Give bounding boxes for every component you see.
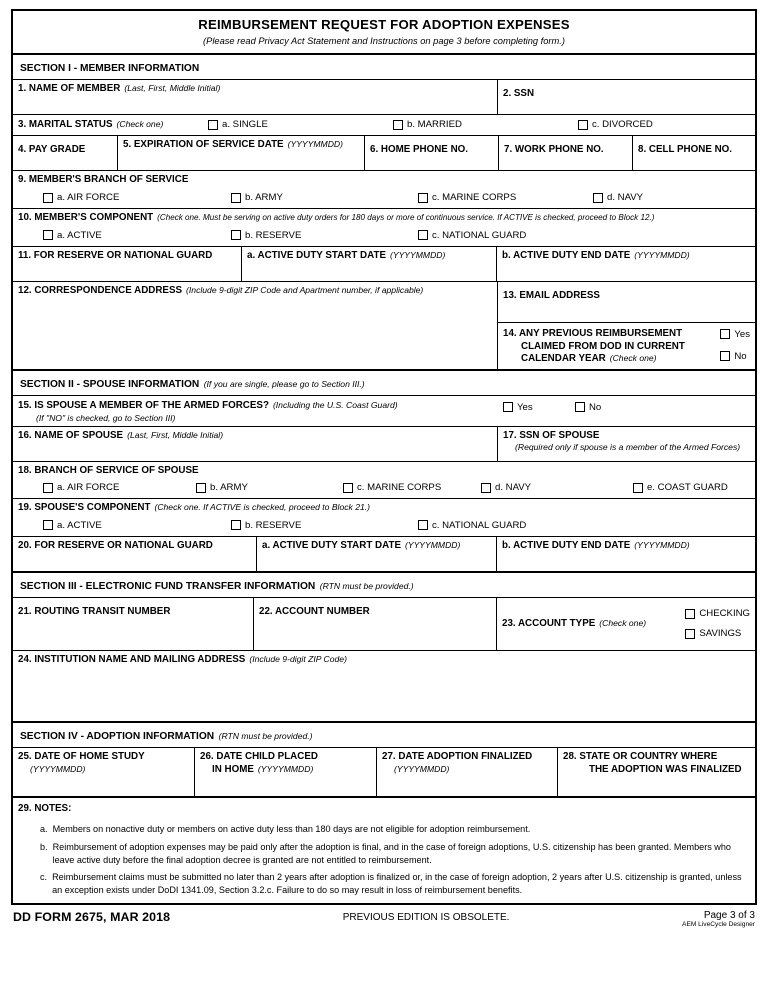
field-11a-hint: (YYYYMMDD) [389, 249, 446, 260]
row-spouse-name-ssn [13, 427, 755, 462]
checkbox-account-type-savings-label: SAVINGS [699, 628, 742, 640]
checkbox-spouse-branch-coast-guard[interactable] [633, 482, 728, 493]
checkbox-branch-navy[interactable] [593, 192, 643, 203]
checkbox-spouse-af-yes-label: Yes [517, 401, 533, 413]
form-body [11, 9, 757, 905]
field-20b-label: b. ACTIVE DUTY END DATE [502, 539, 631, 551]
checkbox-spouse-component-national-guard[interactable] [418, 520, 526, 531]
field-state-or-country[interactable] [558, 748, 755, 796]
checkbox-spouse-component-national-guard-label: c. NATIONAL GUARD [432, 519, 527, 531]
checkbox-spouse-component-reserve-label: b. RESERVE [245, 519, 302, 531]
field-11b-label: b. ACTIVE DUTY END DATE [502, 249, 631, 261]
row-institution [13, 651, 755, 723]
note-item [18, 871, 750, 897]
field-16-hint: (Last, First, Middle Initial) [127, 429, 224, 440]
checkbox-icon[interactable] [685, 629, 695, 639]
checkbox-branch-air-force-label: a. AIR FORCE [57, 192, 120, 204]
checkbox-spouse-branch-coast-guard-label: e. COAST GUARD [647, 482, 728, 494]
field-24-label: 24. INSTITUTION NAME AND MAILING ADDRESS [18, 653, 246, 665]
field-26-label: 26. DATE CHILD PLACED [200, 750, 318, 762]
checkbox-icon[interactable] [43, 520, 53, 530]
field-8-label: 8. CELL PHONE NO. [638, 144, 732, 156]
note-text-c: Reimbursement claims must be submitted no later than 2 years after adoption is finalized or, in the case of foreign adoption, 2 years after U.S. citizenship is granted, unless an exception exists under DoDI 1341.09, Section 3.2.c. Failure to do so may result in loss of reimbursement benefits. [52, 872, 742, 896]
field-9-label: 9. MEMBER'S BRANCH OF SERVICE [18, 174, 189, 186]
checkbox-icon[interactable] [418, 520, 428, 530]
field-18-label: 18. BRANCH OF SERVICE OF SPOUSE [18, 464, 199, 476]
checkbox-branch-navy-label: d. NAVY [607, 192, 644, 204]
field-14-line3: CALENDAR YEAR [521, 353, 606, 365]
field-26-label2: IN HOME [212, 763, 254, 775]
field-institution-address[interactable] [13, 651, 755, 721]
checkbox-prev-reimbursement-yes[interactable] [720, 329, 750, 340]
field-14-hint: (Check one) [609, 353, 657, 364]
checkbox-icon[interactable] [720, 351, 730, 361]
checkbox-branch-army-label: b. ARMY [245, 192, 283, 204]
checkbox-icon[interactable] [393, 120, 403, 130]
checkbox-icon[interactable] [481, 483, 491, 493]
field-name-of-spouse[interactable] [13, 427, 498, 461]
field-12-label: 12. CORRESPONDENCE ADDRESS [18, 284, 183, 296]
field-27-label: 27. DATE ADOPTION FINALIZED [382, 750, 533, 762]
checkbox-icon[interactable] [196, 483, 206, 493]
checkbox-icon[interactable] [43, 193, 53, 203]
field-10-label: 10. MEMBER'S COMPONENT [18, 212, 154, 224]
field-19-hint: (Check one. If ACTIVE is checked, proceed to Block 21.) [154, 502, 371, 513]
field-11a-label: a. ACTIVE DUTY START DATE [247, 249, 386, 261]
note-item [18, 823, 750, 836]
checkbox-branch-marine-corps-label: c. MARINE CORPS [432, 192, 517, 204]
note-letter-c: c. [40, 872, 48, 883]
field-22-label: 22. ACCOUNT NUMBER [259, 605, 370, 617]
checkbox-prev-reimbursement-no-label: No [734, 350, 747, 362]
notes-label: 29. NOTES: [18, 802, 72, 814]
checkbox-component-active[interactable] [18, 230, 231, 241]
checkbox-component-reserve[interactable] [231, 230, 418, 241]
checkbox-branch-air-force[interactable] [18, 192, 231, 203]
section-4-hint: (RTN must be provided.) [218, 730, 313, 741]
field-2-label: 2. SSN [503, 87, 535, 99]
checkbox-icon[interactable] [578, 120, 588, 130]
checkbox-spouse-component-active-label: a. ACTIVE [57, 519, 102, 531]
checkbox-icon[interactable] [503, 402, 513, 412]
column-email-prev [498, 282, 755, 369]
field-email-address[interactable] [498, 282, 755, 323]
field-4-label: 4. PAY GRADE [18, 144, 86, 156]
checkbox-icon[interactable] [208, 120, 218, 130]
field-spouse-branch-of-service [13, 462, 755, 499]
field-23-label: 23. ACCOUNT TYPE [502, 617, 596, 629]
row-spouse-reserve-dates [13, 537, 755, 573]
field-work-phone[interactable] [499, 136, 633, 170]
row-member-branch [13, 171, 755, 209]
field-6-label: 6. HOME PHONE NO. [370, 144, 468, 156]
checkbox-icon[interactable] [418, 193, 428, 203]
field-pay-grade[interactable] [13, 136, 118, 170]
checkbox-spouse-af-yes[interactable] [503, 402, 575, 413]
checkbox-icon[interactable] [231, 230, 241, 240]
footer-page-info [682, 910, 755, 928]
checkbox-marital-single-label: a. SINGLE [222, 119, 268, 131]
checkbox-spouse-branch-marine-corps-label: c. MARINE CORPS [357, 482, 442, 494]
checkbox-icon[interactable] [593, 193, 603, 203]
section-2-hint: (If you are single, please go to Section III.) [203, 378, 365, 389]
checkbox-account-type-savings[interactable] [685, 628, 750, 639]
field-home-phone[interactable] [365, 136, 499, 170]
checkbox-spouse-af-no[interactable] [575, 402, 750, 413]
checkbox-spouse-branch-air-force-label: a. AIR FORCE [57, 482, 120, 494]
checkbox-icon[interactable] [575, 402, 585, 412]
row-marital-status [13, 115, 755, 137]
row-spouse-branch [13, 462, 755, 500]
field-member-active-duty-start[interactable] [242, 247, 497, 281]
row-member-component [13, 209, 755, 247]
note-letter-b: b. [40, 841, 48, 852]
checkbox-icon[interactable] [43, 230, 53, 240]
checkbox-icon[interactable] [685, 609, 695, 619]
checkbox-spouse-component-active[interactable] [18, 520, 231, 531]
checkbox-spouse-branch-air-force[interactable] [18, 482, 196, 493]
checkbox-icon[interactable] [231, 520, 241, 530]
row-member-reserve-dates [13, 247, 755, 282]
field-25-label: 25. DATE OF HOME STUDY [18, 750, 145, 762]
footer-designer: AEM LiveCycle Designer [682, 921, 755, 929]
section-4-banner [13, 723, 755, 748]
checkbox-spouse-branch-navy-label: d. NAVY [495, 482, 532, 494]
field-marital-status [13, 115, 755, 136]
field-5-hint: (YYYYMMDD) [287, 139, 343, 150]
field-spouse-armed-forces [13, 396, 755, 426]
field-12-hint: (Include 9-digit ZIP Code and Apartment number, if applicable) [186, 284, 424, 295]
field-20-label: 20. FOR RESERVE OR NATIONAL GUARD [18, 539, 213, 551]
checkbox-icon[interactable] [720, 329, 730, 339]
checkbox-component-reserve-label: b. RESERVE [245, 229, 302, 241]
field-20-title [13, 537, 257, 571]
page-title: REIMBURSEMENT REQUEST FOR ADOPTION EXPENSES [198, 17, 570, 32]
row-paygrade-phones [13, 136, 755, 171]
checkbox-spouse-branch-navy[interactable] [481, 482, 633, 493]
field-spouse-active-duty-end[interactable] [497, 537, 755, 571]
field-10-hint: (Check one. Must be serving on active duty orders for 180 days or more of continuous service. If ACTIVE is checked, proceed to Block 12.) [157, 213, 655, 223]
field-25-hint: (YYYYMMDD) [30, 763, 86, 774]
section-4-title: SECTION IV - ADOPTION INFORMATION [20, 730, 215, 742]
note-item [18, 841, 750, 867]
section-2-title: SECTION II - SPOUSE INFORMATION [20, 378, 200, 390]
checkbox-marital-divorced-label: c. DIVORCED [592, 119, 653, 131]
field-11b-hint: (YYYYMMDD) [634, 249, 690, 260]
field-3-hint: (Check one) [116, 118, 164, 129]
note-text-b: Reimbursement of adoption expenses may be paid only after the adoption is final, and in the case of foreign adoptions, U.S. citizenship has been granted. Members who leave active duty before the final adoption decree is granted are not entitled to reimbursement. [52, 841, 731, 865]
checkbox-spouse-component-reserve[interactable] [231, 520, 418, 531]
field-1-hint: (Last, First, Middle Initial) [124, 82, 221, 93]
checkbox-spouse-branch-marine-corps[interactable] [343, 482, 481, 493]
section-1-title: SECTION I - MEMBER INFORMATION [20, 62, 200, 74]
field-1-label: 1. NAME OF MEMBER [18, 82, 121, 94]
footer-edition-notice: PREVIOUS EDITION IS OBSOLETE. [342, 912, 510, 924]
field-20a-label: a. ACTIVE DUTY START DATE [262, 539, 401, 551]
field-date-child-placed[interactable] [195, 748, 377, 796]
row-adoption-dates [13, 748, 755, 798]
field-account-number[interactable] [254, 598, 497, 650]
section-1-banner [13, 55, 755, 80]
note-text-a: Members on nonactive duty or members on active duty less than 180 days are not eligible for adoption reimbursement. [52, 823, 531, 834]
row-name-ssn [13, 80, 755, 115]
checkbox-marital-divorced[interactable] [578, 119, 653, 130]
field-date-home-study[interactable] [13, 748, 195, 796]
row-address-email-prev [13, 282, 755, 371]
field-account-type [497, 598, 755, 650]
field-date-adoption-finalized[interactable] [377, 748, 558, 796]
page-subtitle: (Please read Privacy Act Statement and Instructions on page 3 before completing form.) [203, 35, 565, 46]
checkbox-account-type-checking[interactable] [685, 608, 750, 619]
form-footer [11, 905, 757, 928]
field-routing-transit-number[interactable] [13, 598, 254, 650]
checkbox-spouse-branch-army-label: b. ARMY [210, 482, 248, 494]
note-letter-a: a. [40, 823, 48, 834]
field-16-label: 16. NAME OF SPOUSE [18, 429, 124, 441]
row-spouse-component [13, 499, 755, 537]
field-spouse-component [13, 499, 755, 536]
checkbox-component-national-guard[interactable] [418, 230, 526, 241]
field-17-hint: (Required only if spouse is a member of the Armed Forces) [515, 442, 741, 453]
field-spouse-active-duty-start[interactable] [257, 537, 497, 571]
field-15-hint: (Including the U.S. Coast Guard) [272, 399, 398, 410]
field-11-title [13, 247, 242, 281]
checkbox-icon[interactable] [43, 483, 53, 493]
field-correspondence-address[interactable] [13, 282, 498, 369]
checkbox-prev-reimbursement-yes-label: Yes [734, 328, 750, 340]
checkbox-component-national-guard-label: c. NATIONAL GUARD [432, 229, 527, 241]
field-28-label2: THE ADOPTION WAS FINALIZED [589, 763, 742, 775]
field-15-subhint: (If "NO" is checked, go to Section III) [36, 412, 176, 423]
footer-form-id: DD FORM 2675, MAR 2018 [13, 910, 171, 925]
checkbox-component-active-label: a. ACTIVE [57, 229, 102, 241]
field-26-hint: (YYYYMMDD) [257, 763, 314, 774]
field-7-label: 7. WORK PHONE NO. [504, 144, 604, 156]
field-20b-hint: (YYYYMMDD) [634, 539, 690, 550]
field-14-line2: CLAIMED FROM DOD IN CURRENT [521, 340, 685, 352]
checkbox-icon[interactable] [633, 483, 643, 493]
section-3-title: SECTION III - ELECTRONIC FUND TRANSFER INFORMATION [20, 580, 316, 592]
row-notes [13, 798, 755, 903]
field-5-label: 5. EXPIRATION OF SERVICE DATE [123, 139, 284, 151]
section-2-banner [13, 371, 755, 396]
row-eft [13, 598, 755, 651]
field-expiration-of-service-date[interactable] [118, 136, 365, 170]
section-3-hint: (RTN must be provided.) [319, 580, 414, 591]
row-spouse-armed-forces [13, 396, 755, 427]
checkbox-marital-married[interactable] [393, 119, 578, 130]
field-member-branch-of-service [13, 171, 755, 208]
checkbox-icon[interactable] [343, 483, 353, 493]
footer-page-number: Page 3 of 3 [703, 910, 755, 922]
field-21-label: 21. ROUTING TRANSIT NUMBER [18, 605, 171, 617]
form-title-band [13, 11, 755, 55]
field-name-of-member[interactable] [13, 80, 498, 114]
field-ssn[interactable] [498, 80, 755, 114]
field-27-hint: (YYYYMMDD) [394, 763, 450, 774]
field-notes [13, 798, 755, 903]
checkbox-prev-reimbursement-no[interactable] [720, 351, 750, 362]
field-member-active-duty-end[interactable] [497, 247, 755, 281]
field-14-line1: 14. ANY PREVIOUS REIMBURSEMENT [503, 327, 683, 339]
checkbox-icon[interactable] [418, 230, 428, 240]
field-13-label: 13. EMAIL ADDRESS [503, 289, 600, 301]
field-20a-hint: (YYYYMMDD) [404, 539, 461, 550]
checkbox-account-type-checking-label: CHECKING [699, 608, 750, 620]
field-24-hint: (Include 9-digit ZIP Code) [249, 653, 347, 664]
section-3-banner [13, 573, 755, 598]
checkbox-spouse-af-no-label: No [589, 401, 602, 413]
field-15-label: 15. IS SPOUSE A MEMBER OF THE ARMED FORCES? [18, 399, 269, 411]
field-previous-reimbursement [498, 323, 755, 369]
checkbox-icon[interactable] [231, 193, 241, 203]
field-ssn-of-spouse[interactable] [498, 427, 755, 461]
checkbox-marital-married-label: b. MARRIED [407, 119, 462, 131]
field-23-hint: (Check one) [599, 617, 647, 628]
field-17-label: 17. SSN OF SPOUSE [503, 429, 600, 441]
field-member-component [13, 209, 755, 246]
field-3-label: 3. MARITAL STATUS [18, 118, 113, 130]
checkbox-branch-army[interactable] [231, 192, 418, 203]
checkbox-spouse-branch-army[interactable] [196, 482, 343, 493]
field-11-label: 11. FOR RESERVE OR NATIONAL GUARD [18, 249, 213, 261]
field-19-label: 19. SPOUSE'S COMPONENT [18, 502, 151, 514]
field-28-label: 28. STATE OR COUNTRY WHERE [563, 750, 718, 762]
field-cell-phone[interactable] [633, 136, 755, 170]
checkbox-branch-marine-corps[interactable] [418, 192, 593, 203]
checkbox-marital-single[interactable] [208, 119, 393, 130]
